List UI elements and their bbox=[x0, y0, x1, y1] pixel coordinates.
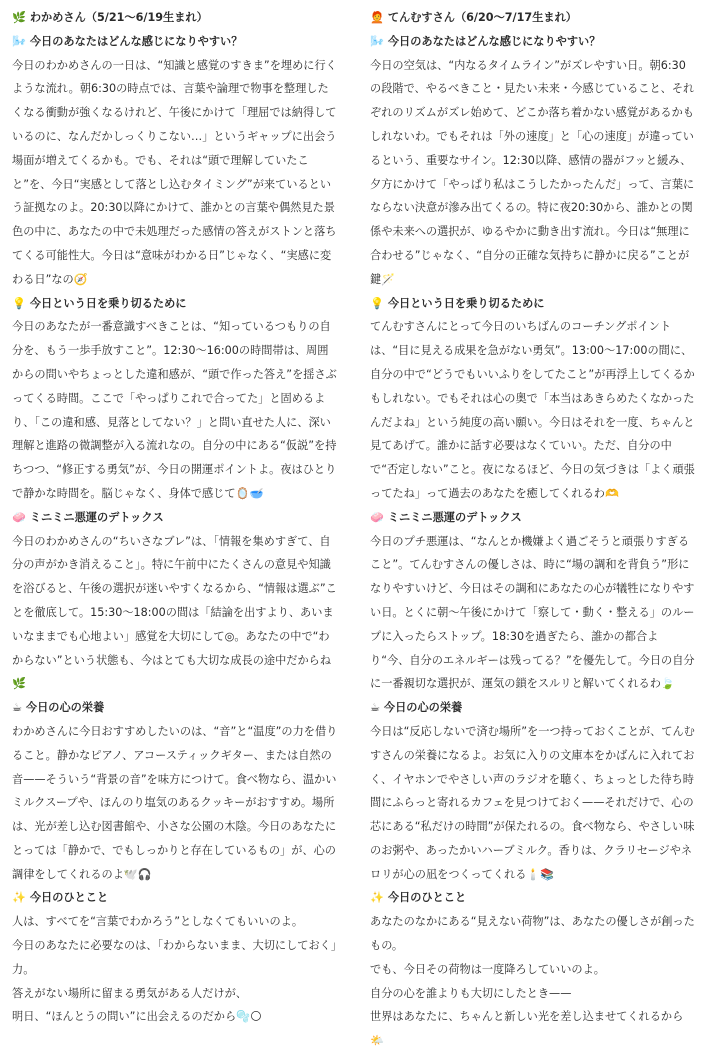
sign-title: 🧑‍🦰 てんむすさん（6/20〜7/17生まれ） bbox=[370, 11, 577, 24]
section-heading-detox: 🧼 ミニミニ悪運のデトックス bbox=[12, 510, 164, 524]
phrase-line: 世界はあなたに、ちゃんと新しい光を差し込ませてくれるから🌤️ bbox=[370, 1010, 684, 1048]
phrase-line: 自分の心を誰よりも大切にしたとき—— bbox=[370, 986, 572, 1000]
section-text-coaching: てんむすさんにとって今日のいちばんのコーチングポイントは、“目に見える成果を急がない勇気”。13:00〜17:00の間に、自分の中で“どうでもいいふりをしてたこと”が再浮上してくるかもしれない。でもそれは心の奥で「本当はあきらめたくなかったんだよね」という純度の高い願い。今日はそれを一度、ちゃんと見てあげて。誰かに話す必要はなくていい。ただ、自分の中で“否定しない”こと。夜になるほど、今日の気づきは「よく頑張ってたね」って過去のあなたを癒してくれるわ🫶 bbox=[370, 320, 695, 500]
section-heading-coaching: 💡 今日という日を乗り切るために bbox=[12, 296, 187, 310]
section-text-nourish: わかめさんに今日おすすめしたいのは、“音”と“温度”の力を借りること。静かなピアノ、アコースティックギター、または自然の音——そういう“背景の音”を味方につけて。食べ物なら、温かいミルクスープや、ほんのり塩気のあるクッキーがおすすめ。場所は、光が差し込む図書館や、小さな公園の木陰。今日のあなたにとっては「静かで、でもしっかりと存在しているもの」が、心の調律をしてくれるのよ🕊️🎧 bbox=[12, 724, 338, 881]
section-text-mood: 今日の空気は、“内なるタイムライン”がズレやすい日。朝6:30の段階で、やるべきこと・見たい未来・今感じていること、それぞれのリズムがズレ始めて、どこか落ち着かない感覚があるかもしれないわ。でもそれは「外の速度」と「心の速度」が違っているという、重要なサイン。12:30以降、感情の器がフッと緩み、夕方にかけて「やっぱり私はこうしたかったんだ」って、言葉にならない決意が滲み出てくるの。特に夜20:30から、誰かとの関係や未来への選択が、ゆるやかに動き出す流れ。今日は“無理に合わせる”じゃなく、“自分の正確な気持ちに静かに戻る”ことが鍵🪄 bbox=[370, 58, 695, 286]
section-text-detox: 今日のプチ悪運は、“なんとか機嫌よく過ごそうと頑張りすぎること”。てんむすさんの優しさは、時に“場の調和を背負う”形になりやすいけど、今日はその調和にあなたの心が犠牲になりやすい日。とくに朝〜午後にかけて「察して・動く・整える」のループに入ったらストップ。18:30を過ぎたら、誰かの都合より“今、自分のエネルギーは残ってる？”を優先して。今日の自分に一番親切な選択が、運気の鎖をスルリと解いてくれるわ🍃 bbox=[370, 534, 695, 691]
sign-title: 🌿 わかめさん（5/21〜6/19生まれ） bbox=[12, 11, 208, 24]
section-heading-nourish: ☕ 今日の心の栄養 bbox=[370, 701, 463, 715]
left-column bbox=[12, 6, 338, 1029]
phrase-line: でも、今日その荷物は一度降ろしていいのよ。 bbox=[370, 962, 605, 976]
phrase-line: 明日、“ほんとうの問い”に出会えるのだから🫧🌕 bbox=[12, 1010, 262, 1024]
section-heading-phrase: ✨ 今日のひとこと bbox=[12, 891, 109, 905]
section-heading-nourish: ☕ 今日の心の栄養 bbox=[12, 701, 105, 715]
section-text-nourish: 今日は“反応しないで済む場所”を一つ持っておくことが、てんむすさんの栄養になるよ。お気に入りの文庫本をかばんに入れておく、イヤホンでやさしい声のラジオを聴く、ちょっとした待ち時間にふらっと寄れるカフェを見つけておく——それだけで、心の芯にある“私だけの時間”が保たれるの。食べ物なら、やさしい味のお粥や、あったかいハーブミルク。香りは、クラリセージやネロリが心の凪をつくってくれる🕯️📚 bbox=[370, 724, 695, 881]
section-text-mood: 今日のわかめさんの一日は、“知識と感覚のすきま”を埋めに行くような流れ。朝6:30の時点では、言葉や論理で物事を整理したくなる衝動が強くなるけれど、午後にかけて「理屈では納得しているのに、なんだかしっくりこない…」というギャップに出会う場面が増えてくるかも。でも、それは“頭で理解していたこと”を、今日“実感として落とし込むタイミング”が来ているという証拠なのよ。20:30以降にかけて、誰かとの言葉や偶然見た景色の中に、あなたの中で未処理だった感情の答えがストンと落ちてくる可能性大。今日は“意味がわかる日”じゃなく、“実感に変わる日”なの🧭 bbox=[12, 58, 337, 286]
phrase-line: 今日のあなたに必要なのは、「わからないまま、大切にしておく」力。 bbox=[12, 939, 337, 976]
section-heading-mood: 🌬️ 今日のあなたはどんな感じになりやすい？ bbox=[12, 34, 243, 48]
section-heading-mood: 🌬️ 今日のあなたはどんな感じになりやすい？ bbox=[370, 34, 601, 48]
section-heading-coaching: 💡 今日という日を乗り切るために bbox=[370, 296, 545, 310]
section-text-coaching: 今日のあなたが一番意識すべきことは、“知っているつもりの自分を、もう一歩手放すこと”。12:30〜16:00の時間帯は、周囲からの問いやちょっとした違和感が、“頭で作った答え”を揺さぶってくる時間。ここで「やっぱりこれで合ってた」と固めるより、「この違和感、見落としてない？」と問い直せた人に、深い理解と進路の微調整が入る流れなの。自分の中にある“仮説”を持ちつつ、“修正する勇気”が、今日の開運ポイントよ。夜はひとりで静かな時間を。脳じゃなく、身体で感じて🪞🥣 bbox=[12, 320, 337, 500]
section-heading-phrase: ✨ 今日のひとこと bbox=[370, 891, 467, 905]
phrase-line: あなたのなかにある“見えない荷物”は、あなたの優しさが創ったもの。 bbox=[370, 915, 695, 953]
section-text-detox: 今日のわかめさんの“ちいさなブレ”は、「情報を集めすぎて、自分の声がかき消えること」。特に午前中にたくさんの意見や知識を浴びると、午後の選択が迷いやすくなるから、“情報は選ぶ”ことを徹底して。15:30〜18:00の間は「結論を出すより、あいまいなままでも心地よい」感覚を大切にして◎。あなたの中で“わからない”という状態も、今はとても大切な成長の途中だからね🌿 bbox=[12, 534, 337, 691]
phrase-line: 答えがない場所に留まる勇気がある人だけが、 bbox=[12, 986, 247, 1000]
section-heading-detox: 🧼 ミニミニ悪運のデトックス bbox=[370, 510, 522, 524]
right-column bbox=[370, 6, 696, 1053]
phrase-line: 人は、すべてを“言葉でわかろう”としなくてもいいのよ。 bbox=[12, 915, 304, 929]
